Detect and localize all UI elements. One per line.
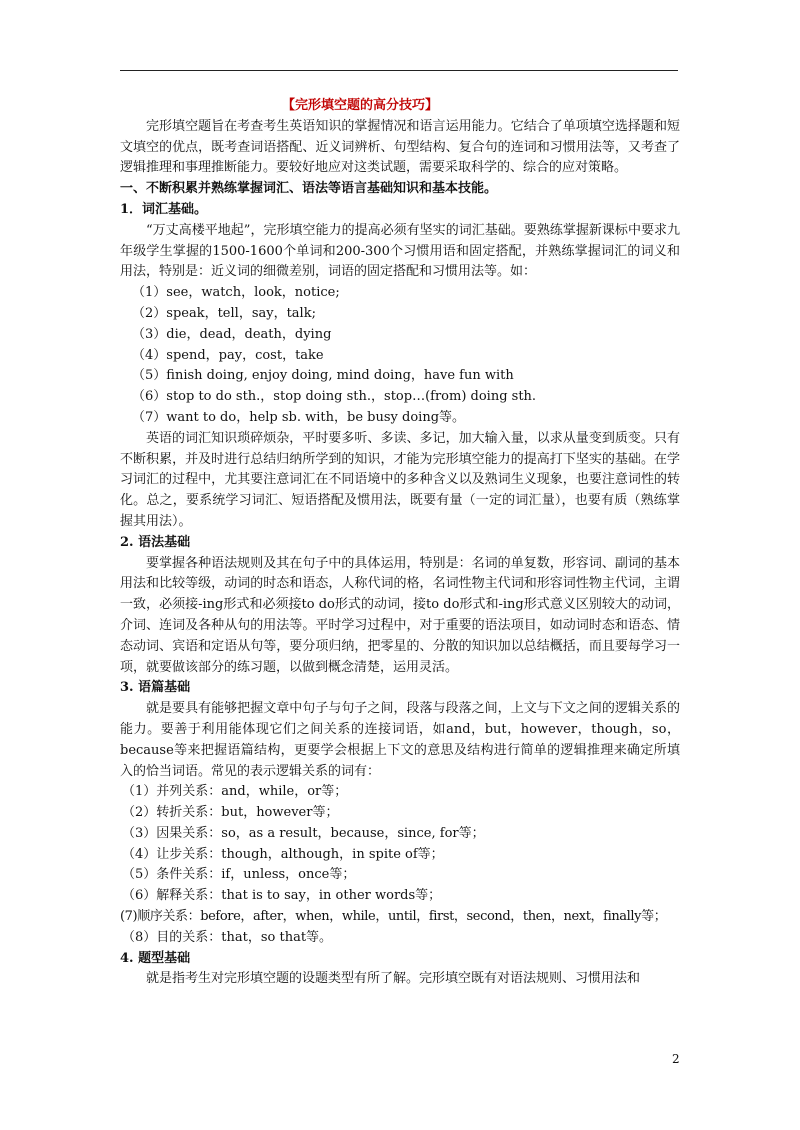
sub4-heading: 4. 题型基础 [120,950,191,966]
list-item: （1）并列关系：and，while，or等； [122,784,348,800]
list-item: （6）解释关系：that is to say，in other words等； [122,888,442,904]
document-title: 【完形填空题的高分技巧】 [281,98,438,113]
list-item: （5）finish doing, enjoy doing, mind doing，have fun with [132,368,514,384]
sub1-heading: 1．词汇基础。 [120,201,208,217]
list-item: （4）让步关系：though，although，in spite of等； [122,846,444,862]
list-item: （3）die，dead，death，dying [132,326,332,342]
intro-paragraph: 完形填空题旨在考查考生英语知识的掌握情况和语言运用能力。它结合了单项填空选择题和短文填空的优点，既考查词语搭配、近义词辨析、句型结构、复合句的连词和习惯用法等，又考查了逻辑推理和事理推断能力。要较好地应对这类试题，需要采取科学的、综合的应对策略。 [120,118,680,176]
page-number: 2 [672,1052,680,1066]
list-item: （2）speak，tell，say，talk; [132,305,316,321]
sub1-paragraph-2: 英语的词汇知识琐碎烦杂，平时要多听、多读、多记，加大输入量，以求从量变到质变。只有不断积累，并及时进行总结归纳所学到的知识，才能为完形填空能力的提高打下坚实的基础。在学习词汇的过程中，尤其要注意词汇在不同语境中的多种含义以及熟词生义现象，也要注意词性的转化。总之，要系统学习词汇、短语搭配及惯用法，既要有量（一定的词汇量），也要有质（熟练掌握其用法）。 [120,430,680,529]
list-item: （6）stop to do sth.，stop doing sth.，stop…(from) doing sth. [132,389,537,405]
header-rule [120,70,678,71]
sub1-paragraph: “万丈高楼平地起”，完形填空能力的提高必须有坚实的词汇基础。要熟练掌握新课标中要求九年级学生掌握的1500-1600个单词和200-300个习惯用语和固定搭配，并熟练掌握词汇的词义和用法，特别是：近义词的细微差别，词语的固定搭配和习惯用法等。如： [120,222,680,280]
list-item: （8）目的关系：that，so that等。 [122,929,333,945]
document-body [120,96,680,990]
sub2-heading: 2. 语法基础 [120,534,191,550]
list-item: （4）spend，pay，cost，take [132,347,324,363]
sub4-paragraph: 就是指考生对完形填空题的设题类型有所了解。完形填空既有对语法规则、习惯用法和 [146,971,641,987]
section1-heading: 一、不断积累并熟练掌握词汇、语法等语言基础知识和基本技能。 [120,181,498,197]
list-item: （2）转折关系：but，however等； [122,805,339,821]
list-item: (7)顺序关系：before，after，when，while，until，first，second，then，next，finally等； [120,909,667,925]
list-item: （3）因果关系：so，as a result，because，since, for等； [122,825,485,841]
list-item: （5）条件关系：if，unless，once等； [122,867,356,883]
sub3-heading: 3. 语篇基础 [120,680,191,696]
list-item: （7）want to do，help sb. with，be busy doing等。 [132,409,466,425]
list-item: （1）see，watch，look，notice; [132,285,340,301]
relation-list [120,782,680,948]
sub3-paragraph: 就是要具有能够把握文章中句子与句子之间，段落与段落之间，上文与下文之间的逻辑关系的能力。要善于利用能体现它们之间关系的连接词语，如and，but，however，though，so，because等来把握语篇结构，更要学会根据上下文的意思及结构进行简单的逻辑推理来确定所填入的恰当词语。常见的表示逻辑关系的词有： [120,701,680,779]
vocab-list [120,283,680,429]
sub2-paragraph: 要掌握各种语法规则及其在句子中的具体运用，特别是：名词的单复数，形容词、副词的基本用法和比较等级，动词的时态和语态，人称代词的格，名词性物主代词和形容词性物主代词，主谓一致，必须接-ing形式和必须接to do形式的动词，接to do形式和-ing形式意义区别较大的动词，介词、连词及各种从句的用法等。平时学习过程中，对于重要的语法项目，如动词时态和语态、情态动词、宾语和定语从句等，要分项归纳，把零星的、分散的知识加以总结概括，而且要每学习一项，就要做该部分的练习题，以做到概念清楚，运用灵活。 [120,555,680,675]
